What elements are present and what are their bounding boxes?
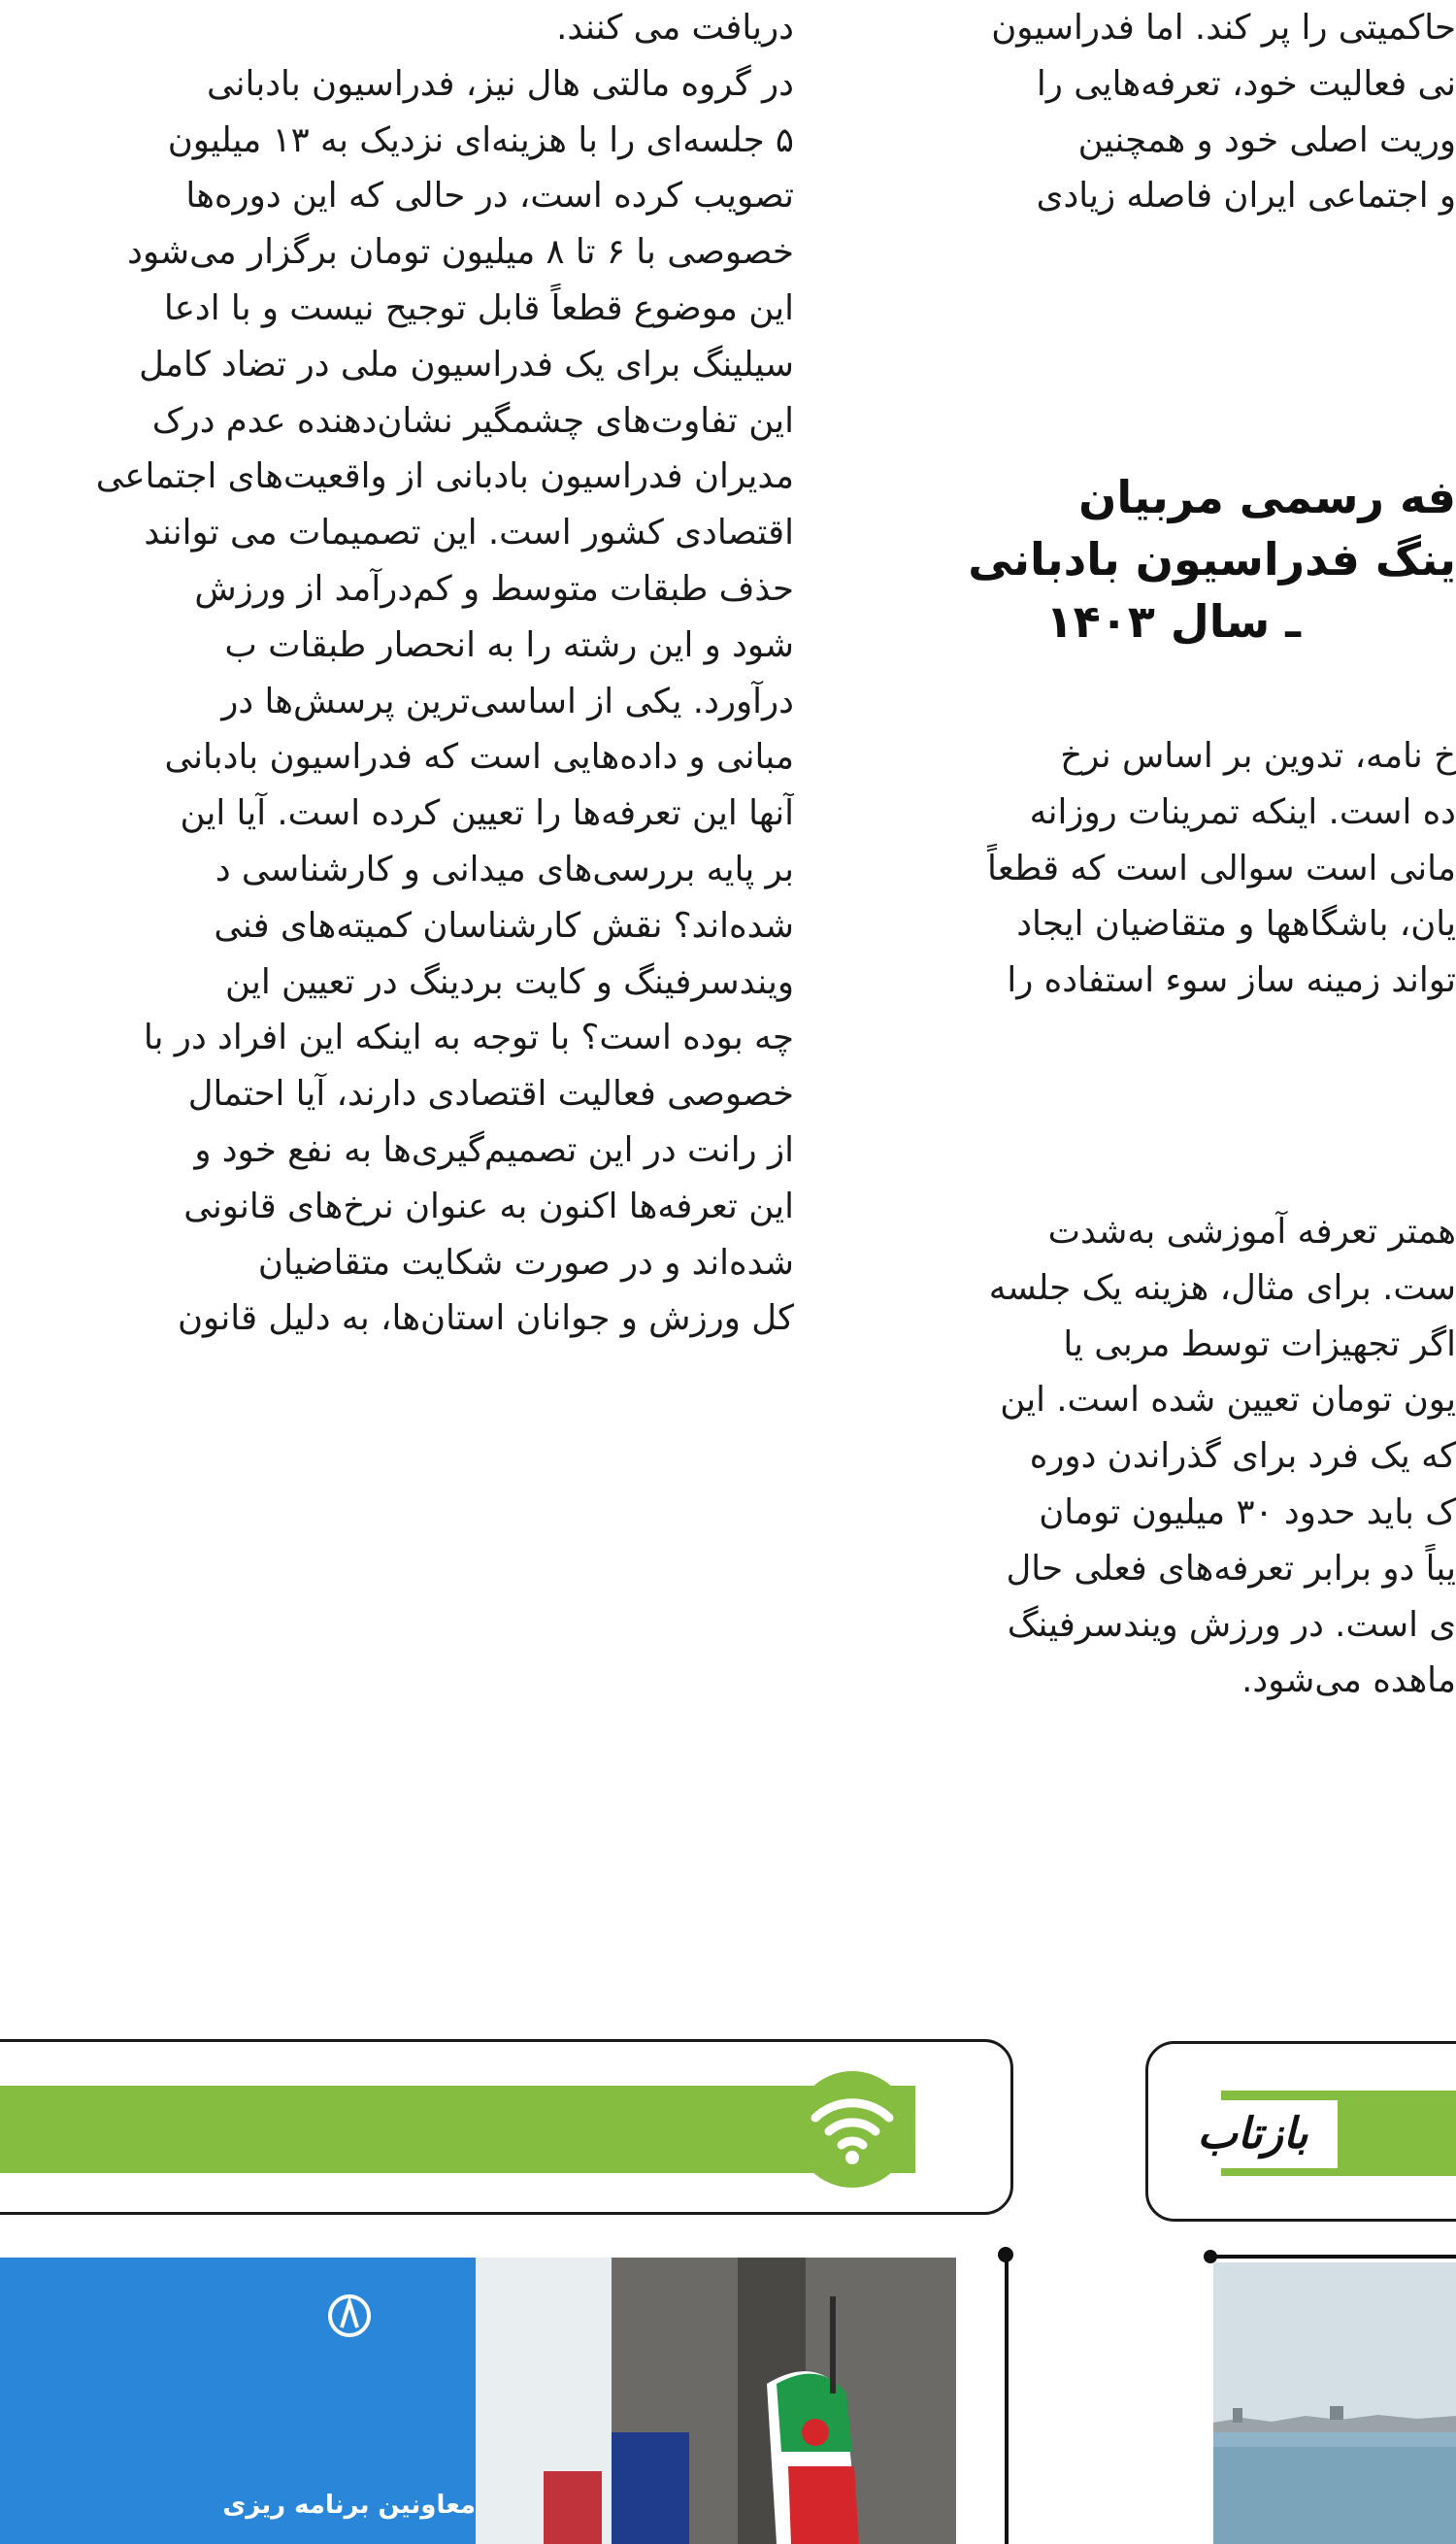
text-line: که یک فرد برای گذراندن دوره: [1029, 1436, 1456, 1477]
section-header-bar: [0, 2086, 915, 2173]
headline-line: فه رسمی مربیان: [1078, 471, 1456, 523]
right-article-paragraph-1: [888, 728, 1456, 1009]
column-divider: [1005, 2253, 1009, 2544]
photo-overlay-text: معاونین برنامه ریزی: [222, 2491, 476, 2520]
text-line: خصوصی با ۶ تا ۸ میلیون تومان برگزار می‌شود: [127, 232, 794, 273]
baztab-section-box: [1145, 2041, 1456, 2222]
text-line: ویندسرفینگ و کایت بردینگ در تعیین این: [225, 961, 794, 1002]
text-line: شده‌اند؟ نقش کارشناسان کمیته‌های فنی: [214, 905, 794, 946]
text-line: ک باید حدود ۳۰ میلیون تومان: [1039, 1491, 1456, 1532]
text-line: یان، باشگاهها و متقاضیان ایجاد: [1016, 904, 1456, 945]
text-line: درآورد. یکی از اساسی‌ترین پرسش‌ها در: [221, 681, 794, 721]
baztab-label: بازتاب: [1168, 2100, 1351, 2168]
right-article-column-top: [888, 0, 1456, 224]
text-line: یون تومان تعیین شده است. این: [1000, 1380, 1456, 1421]
text-line: آنها این تعرفه‌ها را تعیین کرده است. آیا این: [180, 793, 794, 834]
text-line: وریت اصلی خود و همچنین: [1077, 119, 1456, 160]
wifi-icon: [794, 2071, 910, 2188]
baztab-rule: [1208, 2255, 1456, 2259]
text-line: حاکمیتی را پر کند. اما فدراسیون: [991, 8, 1456, 48]
text-line: در گروه مالتی هال نیز، فدراسیون بادبانی: [207, 63, 794, 104]
text-line: مانی است سوالی است که قطعاً: [987, 848, 1456, 888]
text-line: ست. برای مثال، هزینه یک جلسه: [988, 1267, 1456, 1308]
right-article-paragraph-2: [888, 1204, 1456, 1709]
text-line: و اجتماعی ایران فاصله زیادی: [1036, 176, 1456, 217]
text-line: حذف طبقات متوسط و کم‌درآمد از ورزش: [194, 568, 794, 609]
text-line: کل ورزش و جوانان استان‌ها، به دلیل قانون: [177, 1298, 794, 1339]
text-line: شده‌اند و در صورت شکایت متقاضیان: [257, 1242, 794, 1283]
text-line: از رانت در این تصمیم‌گیری‌ها به نفع خود و: [194, 1129, 794, 1170]
text-line: بر پایه بررسی‌های میدانی و کارشناسی د: [215, 849, 794, 889]
text-line: ی است. در ورزش ویندسرفینگ: [1007, 1604, 1456, 1645]
text-line: این تعرفه‌ها اکنون به عنوان نرخ‌های قانونی: [183, 1186, 794, 1226]
news-photo-harbor: [1213, 2262, 1456, 2544]
text-line: این تفاوت‌های چشمگیر نشان‌دهنده عدم درک: [151, 400, 794, 441]
baztab-rule-dot: [1204, 2250, 1217, 2263]
article-headline: [888, 466, 1456, 653]
text-line: ۵ جلسه‌ای را با هزینه‌ای نزدیک به ۱۳ میلیون: [167, 119, 794, 160]
left-article-column: [0, 0, 794, 1347]
text-line: اقتصادی کشور است. این تصمیمات می توانند: [144, 513, 794, 553]
news-photo-meeting: [0, 2258, 956, 2544]
text-line: ده است. اینکه تمرینات روزانه: [1029, 791, 1456, 832]
text-line: تصویب کرده است، در حالی که این دوره‌ها: [185, 176, 794, 217]
text-line: همتر تعرفه آموزشی به‌شدت: [1047, 1212, 1456, 1252]
text-line: سیلینگ برای یک فدراسیون ملی در تضاد کامل: [139, 344, 794, 385]
text-line: شود و این رشته را به انحصار طبقات ب: [224, 624, 794, 665]
text-line: خ نامه، تدوین بر اساس نرخ: [1060, 736, 1456, 776]
text-line: مدیران فدراسیون بادبانی از واقعیت‌های اجتماعی: [95, 456, 794, 497]
text-line: دریافت می کنند.: [556, 8, 794, 48]
text-line: این موضوع قطعاً قابل توجیح نیست و با ادعا: [163, 287, 794, 328]
text-line: تواند زمینه ساز سوء استفاده را: [1007, 960, 1456, 1001]
divider-dot: [998, 2247, 1013, 2262]
text-line: خصوصی فعالیت اقتصادی دارند، آیا احتمال: [187, 1074, 794, 1115]
headline-line: ـ سال ۱۴۰۳: [1045, 595, 1301, 648]
text-line: نی فعالیت خود، تعرفه‌هایی را: [1036, 63, 1456, 104]
text-line: مبانی و داده‌هایی است که فدراسیون بادبانی: [164, 737, 794, 778]
text-line: یباً دو برابر تعرفه‌های فعلی حال: [1006, 1548, 1456, 1589]
news-section-header-box: [0, 2039, 1013, 2215]
text-line: ماهده می‌شود.: [1241, 1660, 1456, 1701]
headline-line: ینگ فدراسیون بادبانی: [968, 533, 1456, 586]
text-line: اگر تجهیزات توسط مربی یا: [1063, 1323, 1456, 1364]
text-line: چه بوده است؟ با توجه به اینکه این افراد در با: [143, 1018, 794, 1058]
